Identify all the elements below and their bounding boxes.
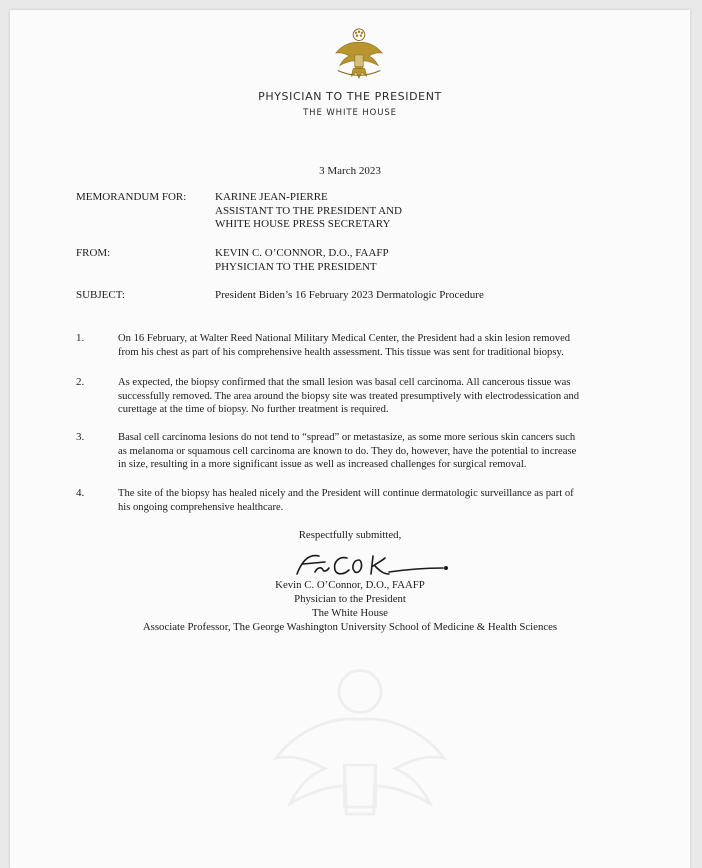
paragraph-line: from his chest as part of his comprehensive health assessment. This tissue was sent for traditional biopsy. [118,346,564,358]
paragraph-line: as melanoma or squamous cell carcinoma are known to do. They do, however, have the potential to increase [118,445,577,457]
from-label: FROM: [76,247,111,259]
recipient-line: ASSISTANT TO THE PRESIDENT AND [215,204,402,217]
paragraph-line: his ongoing comprehensive healthcare. [118,501,284,513]
signer-title: Physician to the President [294,593,406,605]
item-paragraph [118,487,618,514]
letterhead-subtitle: THE WHITE HOUSE [303,108,397,118]
recipient-line: KARINE JEAN-PIERRE [215,191,328,203]
handwritten-signature-icon [293,550,453,580]
memo-date: 3 March 2023 [319,165,381,177]
letterhead-title: PHYSICIAN TO THE PRESIDENT [258,90,442,103]
item-number: 3. [76,431,85,443]
item-number: 1. [76,332,85,344]
memo-page [10,10,690,868]
subject-text: President Biden’s 16 February 2023 Dermatologic Procedure [215,289,484,301]
subject-label: SUBJECT: [76,289,125,301]
item-number: 4. [76,487,85,499]
memorandum-for-label: MEMORANDUM FOR: [76,191,187,203]
seal-watermark-icon [240,660,480,868]
paragraph-line: The site of the biopsy has healed nicely and the President will continue dermatologic surveillance as part of [118,488,574,499]
item-paragraph [118,431,618,472]
sender-line: KEVIN C. O’CONNOR, D.O., FAAFP [215,247,389,259]
presidential-seal-icon [330,26,388,84]
paragraph-line: in size, resulting in a more significant issue as well as increased challenges for surgical removal. [118,459,527,471]
sender-line: PHYSICIAN TO THE PRESIDENT [215,260,377,273]
paragraph-line: successfully removed. The area around the biopsy site was treated presumptively with electrodessication and [118,390,580,402]
recipient-line: WHITE HOUSE PRESS SECRETARY [215,218,391,230]
signer-academic-title: Associate Professor, The George Washington University School of Medicine & Health Sciences [142,621,558,633]
closing-salutation: Respectfully submitted, [298,529,402,541]
item-paragraph [118,376,618,417]
paragraph-line: On 16 February, at Walter Reed National Military Medical Center, the President had a skin lesion removed [118,333,571,344]
paragraph-line: As expected, the biopsy confirmed that the small lesion was basal cell carcinoma. All cancerous tissue was [118,377,571,388]
paragraph-line: curettage at the time of biopsy. No further treatment is required. [118,404,389,416]
item-number: 2. [76,376,85,388]
item-paragraph [118,332,618,359]
signer-name: Kevin C. O’Connor, D.O., FAAFP [275,579,425,591]
from-sender [215,247,389,274]
paragraph-line: Basal cell carcinoma lesions do not tend to “spread” or metastasize, as some more serious skin cancers such [118,432,576,443]
signer-organization: The White House [312,607,388,619]
memorandum-for-recipient [215,191,402,232]
